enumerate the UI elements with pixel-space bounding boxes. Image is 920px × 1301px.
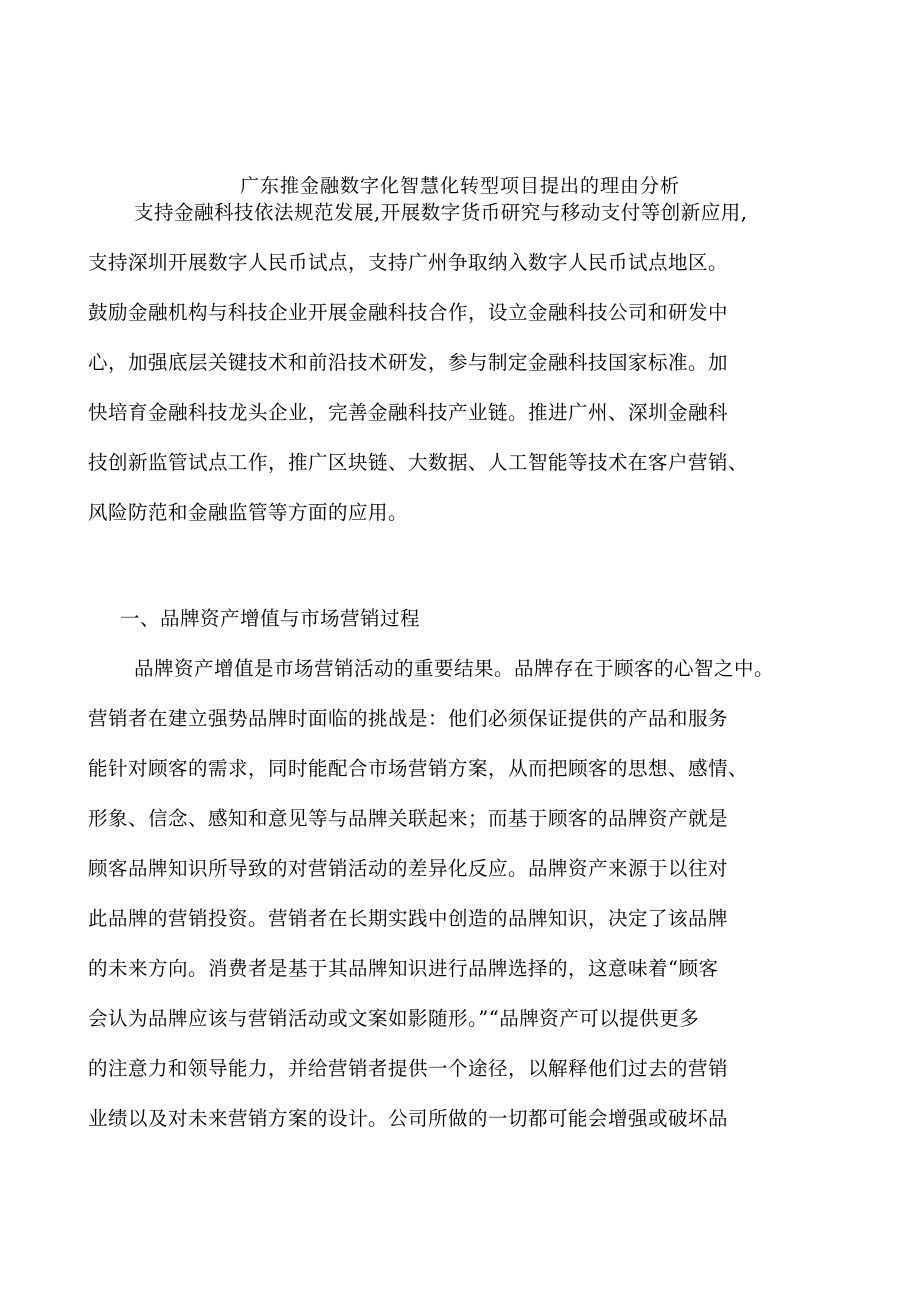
- paragraph-line: 形象、信念、感知和意见等与品牌关联起来；而基于顾客的品牌资产就是: [88, 807, 729, 830]
- section-heading: 一、品牌资产增值与市场营销过程: [120, 607, 421, 630]
- paragraph-line: 支持金融科技依法规范发展,开展数字货币研究与移动支付等创新应用,: [134, 201, 748, 224]
- paragraph-line: 顾客品牌知识所导致的对营销活动的差异化反应。品牌资产来源于以往对: [88, 857, 729, 880]
- paragraph-line: 的未来方向。消费者是基于其品牌知识进行品牌选择的，这意味着“顾客: [88, 957, 719, 980]
- paragraph-line: 心，加强底层关键技术和前沿技术研发，参与制定金融科技国家标准。加: [88, 351, 729, 374]
- paragraph-line: 技创新监管试点工作，推广区块链、大数据、人工智能等技术在客户营销、: [88, 451, 749, 474]
- paragraph-line: 会认为品牌应该与营销活动或文案如影随形。”“品牌资产可以提供更多: [88, 1007, 700, 1030]
- paragraph-line: 业绩以及对未来营销方案的设计。公司所做的一切都可能会增强或破坏品: [88, 1107, 729, 1130]
- paragraph-line: 快培育金融科技龙头企业，完善金融科技产业链。推进广州、深圳金融科: [88, 401, 729, 424]
- document-title: 广东推金融数字化智慧化转型项目提出的理由分析: [239, 175, 680, 197]
- paragraph-line: 营销者在建立强势品牌时面临的挑战是：他们必须保证提供的产品和服务: [88, 707, 729, 730]
- paragraph-line: 能针对顾客的需求，同时能配合市场营销方案，从而把顾客的思想、感情、: [88, 757, 749, 780]
- paragraph-line: 支持深圳开展数字人民币试点，支持广州争取纳入数字人民币试点地区。: [88, 251, 729, 274]
- paragraph-line: 风险防范和金融监管等方面的应用。: [88, 501, 409, 524]
- paragraph-line: 的注意力和领导能力，并给营销者提供一个途径，以解释他们过去的营销: [88, 1057, 729, 1080]
- paragraph-line: 此品牌的营销投资。营销者在长期实践中创造的品牌知识，决定了该品牌: [88, 907, 729, 930]
- paragraph-line: 品牌资产增值是市场营销活动的重要结果。品牌存在于顾客的心智之中。: [134, 657, 775, 680]
- paragraph-line: 鼓励金融机构与科技企业开展金融科技合作，设立金融科技公司和研发中: [88, 301, 729, 324]
